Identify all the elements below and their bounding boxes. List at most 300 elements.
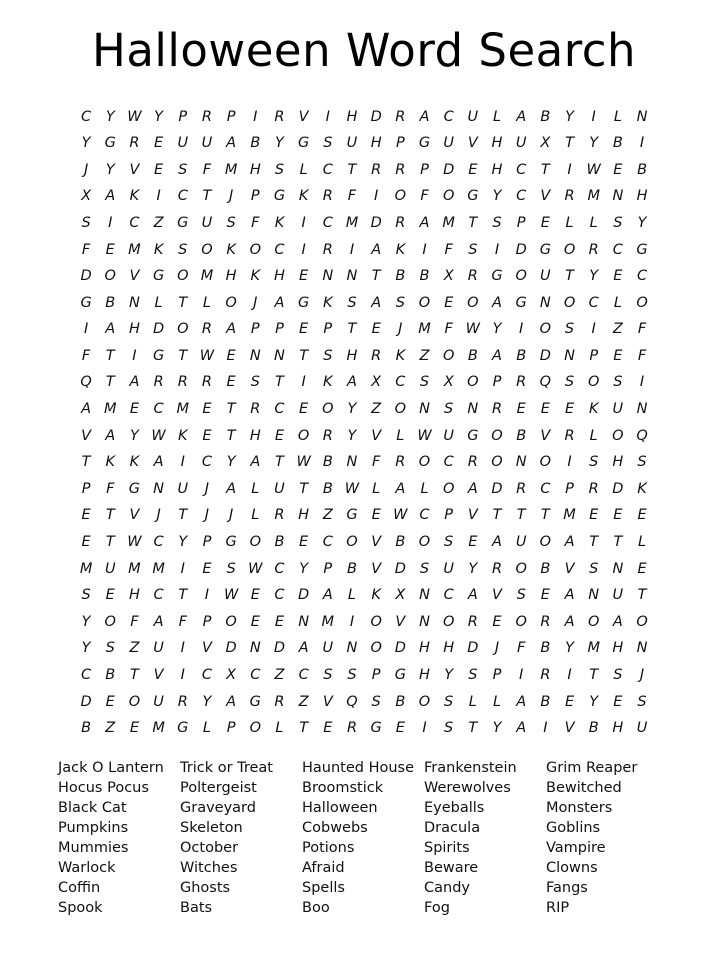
word-list-item[interactable]: Beware <box>424 859 479 876</box>
puzzle-cell[interactable]: B <box>395 268 406 285</box>
puzzle-cell[interactable]: C <box>81 108 92 125</box>
puzzle-cell[interactable]: H <box>419 640 430 657</box>
word-list-item[interactable]: Monsters <box>546 799 613 816</box>
puzzle-cell[interactable]: K <box>129 188 140 205</box>
puzzle-cell[interactable]: M <box>79 560 93 577</box>
puzzle-cell[interactable]: Y <box>589 268 599 285</box>
puzzle-cell[interactable]: R <box>346 720 358 737</box>
puzzle-cell[interactable]: E <box>540 587 550 604</box>
puzzle-cell[interactable]: Z <box>371 401 382 418</box>
puzzle-cell[interactable]: R <box>564 427 575 444</box>
puzzle-cell[interactable]: P <box>589 347 599 364</box>
puzzle-cell[interactable]: Y <box>299 560 309 577</box>
puzzle-cell[interactable]: E <box>202 427 212 444</box>
puzzle-cell[interactable]: B <box>588 720 599 737</box>
puzzle-cell[interactable]: G <box>636 241 648 258</box>
puzzle-cell[interactable]: O <box>128 693 141 710</box>
puzzle-cell[interactable]: G <box>515 294 527 311</box>
puzzle-cell[interactable]: A <box>129 374 140 391</box>
puzzle-cell[interactable]: T <box>105 507 115 524</box>
puzzle-cell[interactable]: P <box>444 507 454 524</box>
puzzle-cell[interactable]: I <box>591 108 596 125</box>
puzzle-cell[interactable]: T <box>105 347 115 364</box>
puzzle-cell[interactable]: K <box>323 374 333 391</box>
puzzle-cell[interactable]: V <box>467 135 478 152</box>
puzzle-cell[interactable]: S <box>226 214 236 231</box>
puzzle-cell[interactable]: H <box>298 507 310 524</box>
puzzle-cell[interactable]: W <box>393 507 408 524</box>
puzzle-cell[interactable]: P <box>226 108 236 125</box>
puzzle-cell[interactable]: O <box>370 613 382 630</box>
word-list-item[interactable]: Grim Reaper <box>546 759 638 776</box>
puzzle-cell[interactable]: N <box>249 640 261 657</box>
puzzle-cell[interactable]: A <box>226 135 237 152</box>
puzzle-cell[interactable]: C <box>177 188 188 205</box>
puzzle-cell[interactable]: M <box>587 640 600 657</box>
puzzle-cell[interactable]: V <box>81 427 92 444</box>
puzzle-cell[interactable]: F <box>178 613 187 630</box>
puzzle-cell[interactable]: S <box>444 534 454 551</box>
puzzle-cell[interactable]: O <box>636 613 648 630</box>
word-list-item[interactable]: Bewitched <box>546 779 622 796</box>
puzzle-cell[interactable]: L <box>251 480 260 497</box>
word-list-item[interactable]: Coffin <box>58 879 101 896</box>
puzzle-cell[interactable]: L <box>251 507 260 524</box>
puzzle-cell[interactable]: R <box>516 374 527 391</box>
puzzle-cell[interactable]: A <box>516 720 527 737</box>
puzzle-cell[interactable]: P <box>323 321 333 338</box>
puzzle-cell[interactable]: E <box>226 347 236 364</box>
puzzle-cell[interactable]: P <box>250 321 260 338</box>
puzzle-cell[interactable]: K <box>298 188 309 205</box>
puzzle-cell[interactable]: R <box>322 427 333 444</box>
puzzle-cell[interactable]: K <box>274 214 285 231</box>
puzzle-cell[interactable]: E <box>637 507 647 524</box>
puzzle-cell[interactable]: T <box>468 720 478 737</box>
puzzle-cell[interactable]: W <box>127 534 142 551</box>
puzzle-cell[interactable]: H <box>419 667 430 684</box>
puzzle-cell[interactable]: Y <box>589 693 599 710</box>
puzzle-cell[interactable]: A <box>467 587 478 604</box>
puzzle-cell[interactable]: T <box>178 507 188 524</box>
puzzle-cell[interactable]: V <box>371 534 382 551</box>
puzzle-cell[interactable]: C <box>516 188 527 205</box>
puzzle-cell[interactable]: V <box>564 720 575 737</box>
puzzle-cell[interactable]: G <box>467 427 479 444</box>
puzzle-cell[interactable]: R <box>129 135 140 152</box>
puzzle-cell[interactable]: Z <box>322 507 333 524</box>
puzzle-cell[interactable]: L <box>589 214 598 231</box>
puzzle-cell[interactable]: E <box>81 507 91 524</box>
puzzle-cell[interactable]: M <box>224 161 238 178</box>
puzzle-cell[interactable]: V <box>564 560 575 577</box>
puzzle-cell[interactable]: N <box>636 640 648 657</box>
puzzle-cell[interactable]: I <box>325 108 330 125</box>
puzzle-cell[interactable]: O <box>418 454 431 471</box>
puzzle-cell[interactable]: L <box>565 214 574 231</box>
puzzle-cell[interactable]: X <box>371 374 382 391</box>
puzzle-cell[interactable]: W <box>586 161 601 178</box>
puzzle-cell[interactable]: Z <box>274 667 285 684</box>
puzzle-cell[interactable]: O <box>539 321 552 338</box>
puzzle-cell[interactable]: C <box>419 507 430 524</box>
puzzle-cell[interactable]: O <box>104 613 116 630</box>
puzzle-cell[interactable]: D <box>612 480 624 497</box>
puzzle-cell[interactable]: U <box>201 214 213 231</box>
puzzle-cell[interactable]: H <box>128 587 140 604</box>
puzzle-cell[interactable]: I <box>253 108 258 125</box>
puzzle-cell[interactable]: B <box>395 534 406 551</box>
word-list-item[interactable]: Trick or Treat <box>180 759 273 776</box>
word-list-item[interactable]: Pumpkins <box>58 819 129 836</box>
puzzle-cell[interactable]: C <box>129 214 140 231</box>
puzzle-cell[interactable]: O <box>201 241 213 258</box>
word-list-item[interactable]: Ghosts <box>180 879 231 896</box>
puzzle-cell[interactable]: L <box>299 161 308 178</box>
puzzle-cell[interactable]: O <box>418 693 431 710</box>
puzzle-cell[interactable]: B <box>81 720 92 737</box>
puzzle-cell[interactable]: U <box>515 135 527 152</box>
puzzle-cell[interactable]: N <box>636 108 648 125</box>
puzzle-cell[interactable]: E <box>154 135 164 152</box>
word-list-item[interactable]: Witches <box>180 859 238 876</box>
puzzle-cell[interactable]: R <box>274 108 285 125</box>
puzzle-cell[interactable]: X <box>443 268 454 285</box>
puzzle-cell[interactable]: E <box>492 613 502 630</box>
puzzle-cell[interactable]: F <box>202 161 212 178</box>
puzzle-cell[interactable]: C <box>443 454 454 471</box>
puzzle-cell[interactable]: B <box>467 347 478 364</box>
puzzle-cell[interactable]: B <box>419 268 430 285</box>
puzzle-cell[interactable]: Z <box>105 720 116 737</box>
puzzle-cell[interactable]: K <box>371 587 381 604</box>
puzzle-cell[interactable]: H <box>346 347 358 364</box>
puzzle-cell[interactable]: B <box>347 560 357 577</box>
puzzle-cell[interactable]: G <box>177 214 189 231</box>
puzzle-cell[interactable]: E <box>226 374 236 391</box>
puzzle-cell[interactable]: S <box>323 667 333 684</box>
puzzle-cell[interactable]: Q <box>636 427 648 444</box>
puzzle-cell[interactable]: N <box>612 188 624 205</box>
puzzle-cell[interactable]: Y <box>468 560 478 577</box>
puzzle-cell[interactable]: K <box>637 480 647 497</box>
puzzle-cell[interactable]: A <box>153 613 164 630</box>
puzzle-cell[interactable]: H <box>612 454 624 471</box>
puzzle-cell[interactable]: A <box>467 480 478 497</box>
word-list-item[interactable]: Afraid <box>302 859 345 876</box>
word-list-item[interactable]: Mummies <box>58 839 129 856</box>
puzzle-cell[interactable]: Y <box>589 135 599 152</box>
puzzle-cell[interactable]: V <box>371 560 382 577</box>
puzzle-cell[interactable]: C <box>153 587 164 604</box>
puzzle-cell[interactable]: G <box>298 135 310 152</box>
word-list-item[interactable]: Spells <box>302 879 345 896</box>
puzzle-cell[interactable]: T <box>492 507 502 524</box>
puzzle-cell[interactable]: F <box>347 188 357 205</box>
puzzle-cell[interactable]: Y <box>637 214 647 231</box>
puzzle-cell[interactable]: D <box>370 214 382 231</box>
puzzle-cell[interactable]: C <box>274 560 285 577</box>
puzzle-cell[interactable]: P <box>226 720 236 737</box>
word-list-item[interactable]: Fangs <box>546 879 588 896</box>
puzzle-cell[interactable]: J <box>156 507 161 524</box>
puzzle-cell[interactable]: T <box>613 534 623 551</box>
puzzle-cell[interactable]: C <box>612 241 623 258</box>
word-list-item[interactable]: Boo <box>302 899 330 916</box>
puzzle-cell[interactable]: O <box>297 427 310 444</box>
puzzle-cell[interactable]: N <box>636 401 648 418</box>
puzzle-cell[interactable]: I <box>349 613 355 630</box>
puzzle-cell[interactable]: V <box>129 161 140 178</box>
puzzle-cell[interactable]: A <box>226 321 237 338</box>
puzzle-cell[interactable]: C <box>201 667 212 684</box>
puzzle-cell[interactable]: F <box>81 241 91 258</box>
puzzle-cell[interactable]: I <box>349 241 355 258</box>
word-list-item[interactable]: Goblins <box>546 819 601 836</box>
puzzle-cell[interactable]: S <box>347 294 357 311</box>
puzzle-cell[interactable]: H <box>491 161 503 178</box>
puzzle-cell[interactable]: G <box>491 268 503 285</box>
puzzle-cell[interactable]: Y <box>154 108 164 125</box>
puzzle-cell[interactable]: H <box>370 135 382 152</box>
puzzle-cell[interactable]: S <box>564 374 575 391</box>
puzzle-cell[interactable]: D <box>153 321 165 338</box>
puzzle-cell[interactable]: I <box>180 667 185 684</box>
puzzle-cell[interactable]: H <box>636 188 648 205</box>
puzzle-cell[interactable]: D <box>225 640 237 657</box>
puzzle-cell[interactable]: O <box>442 613 455 630</box>
puzzle-cell[interactable]: E <box>564 693 575 710</box>
puzzle-cell[interactable]: C <box>201 454 212 471</box>
puzzle-cell[interactable]: L <box>492 108 502 125</box>
puzzle-cell[interactable]: B <box>105 294 116 311</box>
puzzle-cell[interactable]: I <box>591 321 596 338</box>
puzzle-cell[interactable]: A <box>612 613 623 630</box>
puzzle-cell[interactable]: S <box>444 401 454 418</box>
puzzle-cell[interactable]: R <box>322 188 333 205</box>
puzzle-cell[interactable]: D <box>539 347 551 364</box>
puzzle-cell[interactable]: I <box>519 321 524 338</box>
puzzle-cell[interactable]: O <box>442 347 455 364</box>
puzzle-cell[interactable]: I <box>156 188 161 205</box>
puzzle-cell[interactable]: U <box>612 401 624 418</box>
puzzle-cell[interactable]: R <box>201 108 212 125</box>
puzzle-cell[interactable]: K <box>323 294 333 311</box>
puzzle-cell[interactable]: X <box>395 587 406 604</box>
puzzle-cell[interactable]: A <box>105 427 116 444</box>
puzzle-cell[interactable]: H <box>612 720 624 737</box>
puzzle-cell[interactable]: E <box>613 161 623 178</box>
puzzle-cell[interactable]: E <box>299 401 309 418</box>
puzzle-cell[interactable]: S <box>81 587 91 604</box>
puzzle-cell[interactable]: O <box>249 720 261 737</box>
puzzle-cell[interactable]: P <box>178 108 188 125</box>
puzzle-cell[interactable]: Y <box>492 321 502 338</box>
puzzle-cell[interactable]: A <box>564 587 575 604</box>
puzzle-cell[interactable]: U <box>443 427 454 444</box>
puzzle-cell[interactable]: T <box>81 454 91 471</box>
puzzle-cell[interactable]: N <box>322 268 334 285</box>
puzzle-cell[interactable]: A <box>516 108 527 125</box>
puzzle-cell[interactable]: S <box>371 693 381 710</box>
word-list-item[interactable]: Graveyard <box>180 799 256 816</box>
word-list-item[interactable]: Vampire <box>546 839 606 856</box>
puzzle-cell[interactable]: B <box>516 427 527 444</box>
puzzle-cell[interactable]: C <box>588 294 599 311</box>
puzzle-cell[interactable]: W <box>151 427 166 444</box>
puzzle-cell[interactable]: V <box>467 507 478 524</box>
puzzle-cell[interactable]: A <box>419 108 430 125</box>
puzzle-cell[interactable]: G <box>539 241 551 258</box>
puzzle-cell[interactable]: S <box>178 241 188 258</box>
puzzle-cell[interactable]: E <box>444 294 454 311</box>
puzzle-cell[interactable]: G <box>273 188 286 205</box>
puzzle-cell[interactable]: T <box>347 321 357 338</box>
puzzle-cell[interactable]: J <box>494 640 500 657</box>
puzzle-cell[interactable]: R <box>177 374 188 391</box>
puzzle-cell[interactable]: F <box>251 214 260 231</box>
puzzle-cell[interactable]: V <box>540 188 551 205</box>
word-list-item[interactable]: Warlock <box>58 859 116 876</box>
puzzle-cell[interactable]: W <box>296 454 311 471</box>
puzzle-cell[interactable]: E <box>613 268 623 285</box>
puzzle-cell[interactable]: D <box>394 640 406 657</box>
puzzle-cell[interactable]: E <box>540 401 550 418</box>
word-list-item[interactable]: Cobwebs <box>302 819 368 836</box>
puzzle-cell[interactable]: E <box>250 587 260 604</box>
puzzle-cell[interactable]: I <box>180 454 185 471</box>
puzzle-cell[interactable]: T <box>226 401 236 418</box>
puzzle-cell[interactable]: N <box>419 613 430 630</box>
puzzle-cell[interactable]: C <box>636 268 648 285</box>
puzzle-cell[interactable]: A <box>395 480 406 497</box>
puzzle-cell[interactable]: I <box>567 667 572 684</box>
puzzle-cell[interactable]: P <box>395 135 405 152</box>
puzzle-cell[interactable]: E <box>395 720 405 737</box>
puzzle-cell[interactable]: E <box>129 401 140 418</box>
puzzle-cell[interactable]: O <box>394 401 407 418</box>
puzzle-cell[interactable]: B <box>322 480 333 497</box>
puzzle-cell[interactable]: W <box>248 560 263 577</box>
puzzle-cell[interactable]: O <box>346 534 358 551</box>
puzzle-cell[interactable]: Y <box>202 693 212 710</box>
puzzle-cell[interactable]: H <box>612 640 624 657</box>
puzzle-cell[interactable]: A <box>419 214 430 231</box>
puzzle-cell[interactable]: O <box>370 640 382 657</box>
puzzle-cell[interactable]: S <box>395 294 405 311</box>
puzzle-cell[interactable]: E <box>105 693 115 710</box>
puzzle-cell[interactable]: A <box>226 693 237 710</box>
puzzle-cell[interactable]: L <box>589 427 598 444</box>
puzzle-cell[interactable]: E <box>202 401 212 418</box>
puzzle-cell[interactable]: C <box>322 534 333 551</box>
puzzle-cell[interactable]: K <box>178 427 188 444</box>
puzzle-cell[interactable]: N <box>153 480 165 497</box>
puzzle-cell[interactable]: I <box>180 640 185 657</box>
puzzle-cell[interactable]: V <box>371 427 382 444</box>
puzzle-cell[interactable]: K <box>588 401 599 418</box>
puzzle-cell[interactable]: S <box>468 667 478 684</box>
puzzle-cell[interactable]: C <box>153 401 164 418</box>
puzzle-cell[interactable]: Y <box>105 161 115 178</box>
puzzle-cell[interactable]: E <box>299 268 309 285</box>
puzzle-cell[interactable]: D <box>80 693 92 710</box>
word-list-item[interactable]: October <box>180 839 239 856</box>
puzzle-cell[interactable]: A <box>492 294 502 311</box>
puzzle-cell[interactable]: V <box>395 613 406 630</box>
puzzle-cell[interactable]: G <box>104 135 116 152</box>
puzzle-cell[interactable]: S <box>468 241 478 258</box>
puzzle-cell[interactable]: M <box>587 188 600 205</box>
puzzle-cell[interactable]: S <box>419 374 430 391</box>
puzzle-cell[interactable]: J <box>398 321 403 338</box>
puzzle-cell[interactable]: K <box>395 347 406 364</box>
word-list-item[interactable]: Haunted House <box>302 759 415 776</box>
puzzle-cell[interactable]: O <box>539 534 552 551</box>
puzzle-cell[interactable]: F <box>444 321 453 338</box>
puzzle-cell[interactable]: I <box>204 587 210 604</box>
puzzle-cell[interactable]: M <box>563 507 576 524</box>
puzzle-cell[interactable]: V <box>322 693 333 710</box>
puzzle-cell[interactable]: G <box>370 720 382 737</box>
puzzle-cell[interactable]: R <box>540 613 551 630</box>
puzzle-cell[interactable]: G <box>128 480 141 497</box>
puzzle-cell[interactable]: O <box>418 294 431 311</box>
puzzle-cell[interactable]: F <box>130 613 139 630</box>
puzzle-cell[interactable]: L <box>202 294 211 311</box>
puzzle-cell[interactable]: R <box>371 161 382 178</box>
word-list-item[interactable]: Potions <box>302 839 355 856</box>
puzzle-cell[interactable]: R <box>564 188 575 205</box>
puzzle-cell[interactable]: A <box>371 294 382 311</box>
puzzle-cell[interactable]: K <box>129 454 140 471</box>
puzzle-cell[interactable]: V <box>492 587 502 604</box>
puzzle-cell[interactable]: I <box>374 188 379 205</box>
puzzle-cell[interactable]: E <box>105 587 115 604</box>
puzzle-cell[interactable]: P <box>371 667 381 684</box>
puzzle-cell[interactable]: A <box>250 454 261 471</box>
puzzle-cell[interactable]: T <box>589 534 599 551</box>
puzzle-cell[interactable]: O <box>104 268 116 285</box>
puzzle-cell[interactable]: P <box>202 534 212 551</box>
puzzle-cell[interactable]: E <box>371 321 381 338</box>
puzzle-cell[interactable]: T <box>105 374 115 391</box>
puzzle-cell[interactable]: N <box>564 347 575 364</box>
puzzle-cell[interactable]: U <box>540 268 551 285</box>
puzzle-cell[interactable]: E <box>129 720 140 737</box>
puzzle-cell[interactable]: I <box>301 241 306 258</box>
puzzle-cell[interactable]: V <box>153 667 164 684</box>
puzzle-cell[interactable]: O <box>249 241 261 258</box>
puzzle-cell[interactable]: A <box>81 401 92 418</box>
puzzle-cell[interactable]: C <box>274 587 285 604</box>
puzzle-cell[interactable]: M <box>321 613 335 630</box>
puzzle-cell[interactable]: E <box>274 613 285 630</box>
puzzle-cell[interactable]: N <box>346 640 358 657</box>
puzzle-cell[interactable]: C <box>516 161 527 178</box>
puzzle-cell[interactable]: M <box>200 268 214 285</box>
puzzle-cell[interactable]: F <box>517 640 526 657</box>
puzzle-cell[interactable]: T <box>226 427 236 444</box>
puzzle-cell[interactable]: Y <box>105 108 115 125</box>
puzzle-cell[interactable]: P <box>516 214 526 231</box>
puzzle-cell[interactable]: B <box>612 135 623 152</box>
puzzle-cell[interactable]: N <box>515 454 527 471</box>
puzzle-cell[interactable]: N <box>346 268 358 285</box>
word-list-item[interactable]: Candy <box>424 879 470 896</box>
puzzle-cell[interactable]: I <box>132 347 137 364</box>
puzzle-cell[interactable]: G <box>249 693 261 710</box>
